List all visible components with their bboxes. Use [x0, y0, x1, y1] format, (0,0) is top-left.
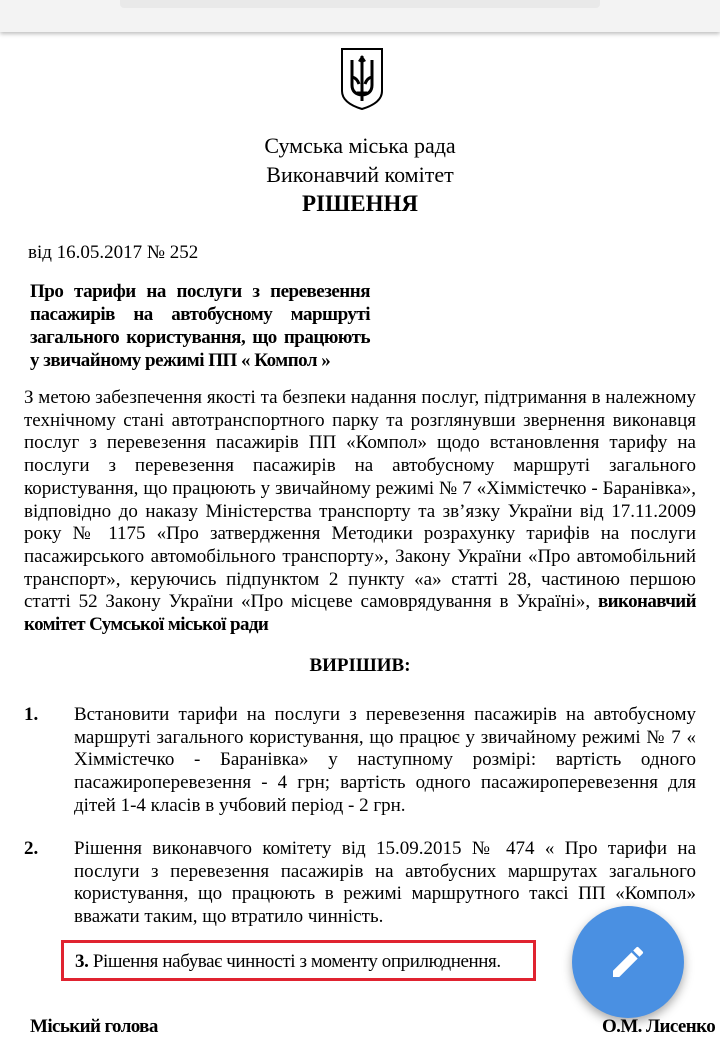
edit-fab-button[interactable]: [572, 906, 684, 1018]
pencil-edit-icon: [608, 942, 648, 982]
signature-title: Міський голова: [30, 1016, 158, 1037]
item-number: 1.: [24, 704, 39, 725]
preamble-text: З метою забезпечення якості та безпеки надання послуг, підтримання в належному технічному стані автотранспортного парку та розглянувши звернення виконавця послуг з перевезення пасажирів ПП «Компол» щодо встановлення тарифу на послуги з перевезення пасажирів на автобусному маршруті загального користування, що працюють у звичайному режимі № 7 «Хіммістечко - Баранівка», відповідно до наказу Міністерства транспорту та зв’язку України від 17.11.2009 року № 1175 «Про затвердження Методики розрахунку тарифів на послуги пасажирського автомобільного транспорту», Закону України «Про автомобільний транспорт», керуючись підпунктом 2 пункту «а» статті 28, частиною першою статті 52 Закону України «Про місцеве самоврядування в Україні»,: [24, 387, 696, 613]
council-name: Сумська міська рада: [264, 133, 456, 158]
item-number: 3.: [75, 951, 89, 972]
committee-name: Виконавчий комітет: [266, 162, 454, 187]
date-number-line: від 16.05.2017 № 252: [28, 242, 199, 263]
item-text: Встановити тарифи на послуги з перевезення пасажирів на автобусному маршруті загального користування, що працює у звичайному режимі № 7 « Хіммістечко - Баранівка» у наступному розмірі: вартість одного пасажироперевезення - 4 грн; вартість одного пасажироперевезення для дітей 1-4 класів в учбовий період - 2 грн.: [74, 704, 696, 816]
highlighted-item-box: [61, 940, 536, 981]
document-type-heading: РІШЕННЯ: [302, 191, 418, 216]
preamble-paragraph: [24, 387, 696, 637]
preamble-bold-tail: виконавчий комітет Сумської міської ради: [24, 591, 696, 636]
item-text: Рішення виконавчого комітету від 15.09.2015 № 474 « Про тарифи на послуги з перевезення пасажирів на автобусних маршрутах загального користування, що працюють в режимі маршрутного таксі ПП «Компол» вважати таким, що втратило чинність.: [74, 838, 696, 928]
decision-subject: Про тарифи на послуги з перевезення пасажирів на автобусному маршруті загального користування, що працюють у звичайному режимі ПП « Компол »: [30, 281, 370, 371]
item-text: Рішення набуває чинності з моменту оприлюднення.: [92, 951, 501, 972]
top-bar-handle: [120, 0, 600, 8]
item-number: 2.: [24, 838, 39, 859]
signature-name: О.М. Лисенко: [602, 1016, 716, 1037]
decided-label: ВИРІШИВ:: [309, 655, 411, 676]
viewer-top-bar: [0, 0, 720, 32]
coat-of-arms-trident-icon: [339, 47, 385, 111]
list-item: [75, 951, 501, 973]
